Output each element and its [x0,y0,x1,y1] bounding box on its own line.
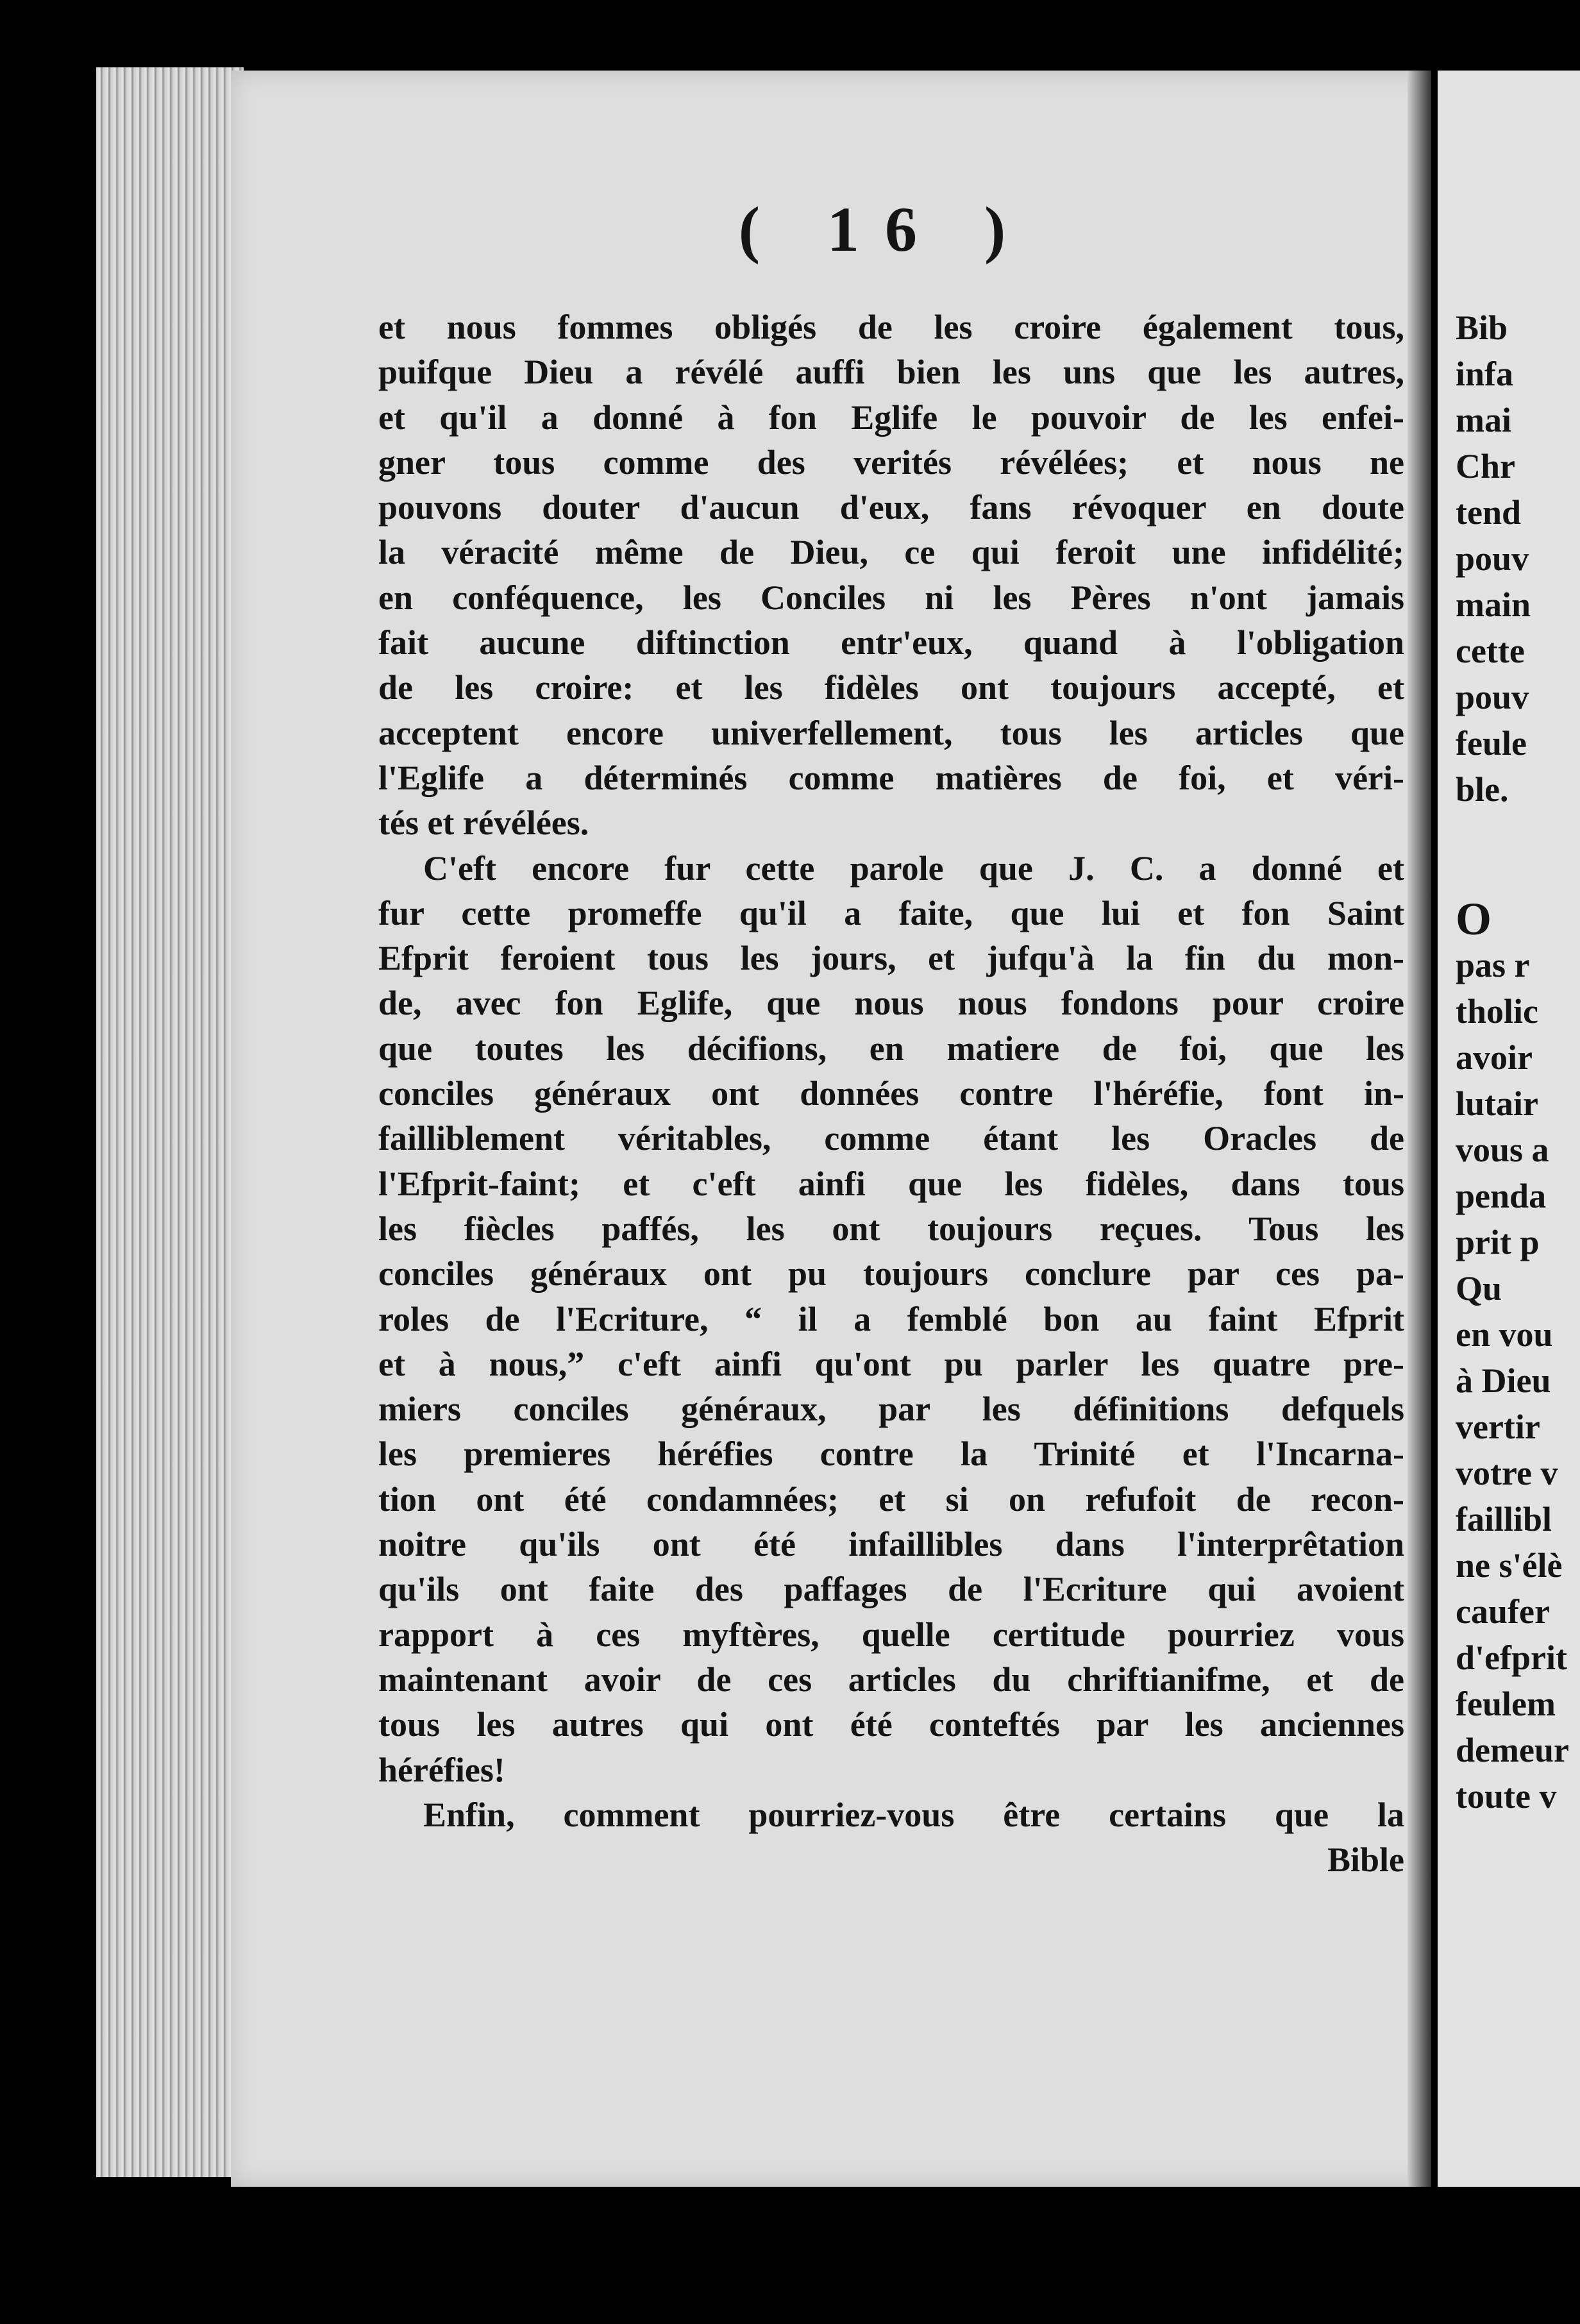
text-line: rapport à ces myftères, quelle certitude pourriez vous [378,1615,1404,1654]
text-line: penda [1456,1177,1547,1215]
paragraph-start-line: C'eft encore fur cette parole que J. C. a donné et [423,848,1404,888]
text-line: les premieres héréfies contre la Trinité et l'Incarna- [378,1435,1404,1474]
text-line: héréfies! [378,1750,505,1789]
text-line: Bib [1456,308,1508,347]
text-line: tion ont été condamnées; et si on refufoit de recon- [378,1479,1404,1519]
text-line: acceptent encore univerfellement, tous les articles que [378,713,1404,752]
right-page-text-fragment [1456,305,1580,1819]
text-line: qu'ils ont faite des paffages de l'Ecriture qui avoient [378,1570,1404,1609]
text-line: O [1456,893,1492,945]
text-line: tous les autres qui ont été conteftés par les anciennes [378,1705,1404,1744]
text-line: ne s'élè [1456,1546,1563,1585]
text-line: vertir [1456,1408,1540,1446]
text-line: les fiècles paffés, les ont toujours reçues. Tous les [378,1209,1404,1248]
text-line: de, avec fon Eglife, que nous nous fondons pour croire [378,984,1404,1023]
text-line: feule [1456,724,1527,762]
text-line: tés et révélées. [378,804,589,843]
text-line: pas r [1456,946,1530,984]
text-line: Qu [1456,1269,1502,1308]
text-line: Chr [1456,447,1515,485]
text-line: noitre qu'ils ont été infaillibles dans l'interprêtation [378,1525,1404,1564]
text-line: ble. [1456,770,1509,809]
text-line: cette [1456,632,1525,670]
text-line: faillibl [1456,1500,1552,1538]
text-line: main [1456,585,1531,624]
text-line: pouv [1456,678,1529,716]
text-line: fur cette promeffe qu'il a faite, que lui et fon Saint [378,893,1404,932]
text-line: l'Efprit-faint; et c'eft ainfi que les fidèles, dans tous [378,1164,1404,1203]
text-line: de les croire: et les fidèles ont toujours accepté, et [378,668,1404,707]
text-line: l'Eglife a déterminés comme matières de foi, et véri- [378,758,1404,797]
text-line: à Dieu [1456,1361,1551,1400]
catchword: Bible [1327,1840,1404,1880]
text-line: pouv [1456,539,1529,578]
text-line: tend [1456,493,1522,532]
text-line: que toutes les décifions, en matiere de foi, que les [378,1029,1404,1068]
text-line: puifque Dieu a révélé auffi bien les uns que les autres, [378,353,1404,392]
text-line: tholic [1456,992,1538,1031]
text-line: et à nous,” c'eft ainfi qu'ont pu parler les quatre pre- [378,1344,1404,1383]
text-line: roles de l'Ecriture, “ il a femblé bon au faint Efprit [378,1299,1404,1338]
text-line: vous a [1456,1131,1549,1169]
text-line: lutair [1456,1084,1538,1123]
text-line: votre v [1456,1454,1558,1492]
text-line: conciles généraux ont données contre l'héréfie, font in- [378,1074,1404,1113]
stacked-page-edges [96,67,244,2177]
text-line: demeur [1456,1731,1569,1769]
text-line: la véracité même de Dieu, ce qui feroit une infidélité; [378,533,1404,572]
text-line: maintenant avoir de ces articles du chriftianifme, et de [378,1660,1404,1699]
text-line: avoir [1456,1038,1533,1077]
text-line: miers conciles généraux, par les définitions defquels [378,1390,1404,1429]
text-line: prit p [1456,1223,1540,1261]
spacer [1456,813,1580,896]
text-line: d'efprit [1456,1638,1567,1677]
main-text-block [378,305,1404,1882]
text-line: toute v [1456,1777,1557,1815]
text-line: en conféquence, les Conciles ni les Pères n'ont jamais [378,578,1404,617]
text-line: failliblement véritables, comme étant les Oracles de [378,1119,1404,1158]
text-line: gner tous comme des verités révélées; et nous ne [378,442,1404,482]
page-number: ( 16 ) [738,194,1032,265]
text-line: mai [1456,401,1511,439]
text-line: feulem [1456,1685,1556,1723]
text-line: infa [1456,355,1514,393]
text-line: et nous fommes obligés de les croire également tous, [378,308,1404,346]
text-line: Efprit feroient tous les jours, et jufqu'à la fin du mon- [378,939,1404,978]
paragraph-start-line: Enfin, comment pourriez-vous être certains que la [423,1795,1404,1834]
text-line: en vou [1456,1315,1553,1354]
text-line: fait aucune diftinction entr'eux, quand à l'obligation [378,623,1404,662]
text-line: caufer [1456,1592,1550,1631]
text-line: conciles généraux ont pu toujours conclure par ces pa- [378,1254,1404,1293]
text-line: pouvons douter d'aucun d'eux, fans révoquer en doute [378,488,1404,527]
text-line: et qu'il a donné à fon Eglife le pouvoir de les enfei- [378,398,1404,437]
